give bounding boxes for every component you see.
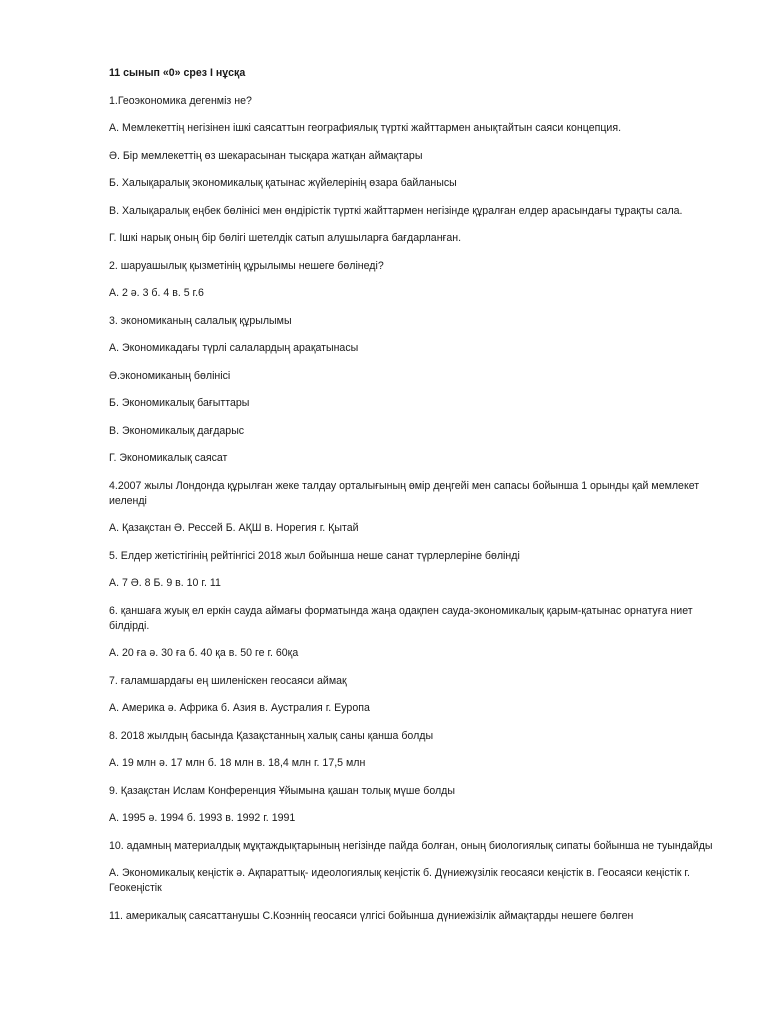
question-3: 3. экономиканың салалық құрылымы [109, 314, 292, 327]
question-10: 10. адамның материалдық мұқтаждықтарының негізінде пайда болған, оның биологиялық сипаты бойынша не туындайды [109, 839, 713, 852]
question-9: 9. Қазақстан Ислам Конференция Ұйымына қашан толық мүше болды [109, 784, 455, 797]
answer-options: А. 20 ға ә. 30 ға б. 40 қа в. 50 ге г. 60қа [109, 647, 299, 659]
answer-option: Ә. Бір мемлекеттің өз шекарасынан тысқара жатқан аймақтары [109, 149, 423, 162]
answer-options: А. Қазақстан Ә. Рессей Б. АҚШ в. Норегия г. Қытай [109, 522, 359, 534]
answer-option: Б. Халықаралық экономикалық қатынас жүйелерінің өзара байланысы [109, 177, 457, 189]
answer-options: А. 19 млн ә. 17 млн б. 18 млн в. 18,4 млн г. 17,5 млн [109, 757, 366, 769]
answer-option: Ә.экономиканың бөлінісі [109, 369, 231, 382]
answer-options: А. 2 ә. 3 б. 4 в. 5 г.6 [109, 287, 204, 299]
question-8: 8. 2018 жылдың басында Қазақстанның халық саны қанша болды [109, 729, 434, 742]
document-title: 11 сынып «0» срез I нұсқа [109, 67, 246, 79]
answer-options: А. 7 Ә. 8 Б. 9 в. 10 г. 11 [109, 577, 221, 589]
answer-option: Г. Ішкі нарық оның бір бөлігі шетелдік сатып алушыларға бағдарланған. [109, 232, 462, 244]
answer-option: Б. Экономикалық бағыттары [109, 397, 250, 409]
answer-option: А. Экономикадағы түрлі салалардың арақатынасы [109, 342, 359, 354]
question-1: 1.Геоэкономика дегенміз не? [109, 94, 252, 107]
answer-option: Г. Экономикалық саясат [109, 452, 228, 464]
document-page [109, 66, 719, 936]
answer-option: В. Экономикалық дағдарыс [109, 424, 245, 437]
answer-option: В. Халықаралық еңбек бөлінісі мен өндірістік түрткі жайттармен негізінде құралған елдер арасындағы тұрақты сала. [109, 204, 683, 217]
question-7: 7. ғаламшардағы ең шиленіскен геосаяси аймақ [109, 674, 347, 687]
question-5: 5. Елдер жетістігінің рейтінгісі 2018 жыл бойынша неше санат түрлерлеріне бөлінді [109, 549, 520, 562]
question-2: 2. шаруашылық қызметінің құрылымы нешеге бөлінеді? [109, 259, 384, 272]
question-4: 4.2007 жылы Лондонда құрылған жеке талдау орталығының өмір деңгейі мен сапасы бойынша 1 орынды қай мемлекет иеленді [109, 479, 700, 507]
answer-option: А. Мемлекеттің негізінен ішкі саясаттын географиялық түрткі жайттармен анықтайтын саяси концепция. [109, 122, 622, 134]
answer-options: А. Америка ә. Африка б. Азия в. Аустралия г. Еуропа [109, 702, 370, 714]
answer-options: А. Экономикалық кеңістік ә. Ақпараттық- идеологиялық кеңістік б. Дүниежүзілік геосаяси кеңістік в. Геосаяси кеңістік г. Геокеңістік [109, 867, 690, 894]
question-6: 6. қаншаға жуық ел еркін сауда аймағы форматында жаңа одақпен сауда-экономикалық қарым-қатынас орнатуға ниет білдірді. [109, 604, 693, 632]
question-11: 11. америкалық саясаттанушы С.Коэннің геосаяси үлгісі бойынша дүниежізілік аймақтарды нешеге бөлген [109, 909, 634, 922]
answer-options: А. 1995 ә. 1994 б. 1993 в. 1992 г. 1991 [109, 812, 296, 824]
